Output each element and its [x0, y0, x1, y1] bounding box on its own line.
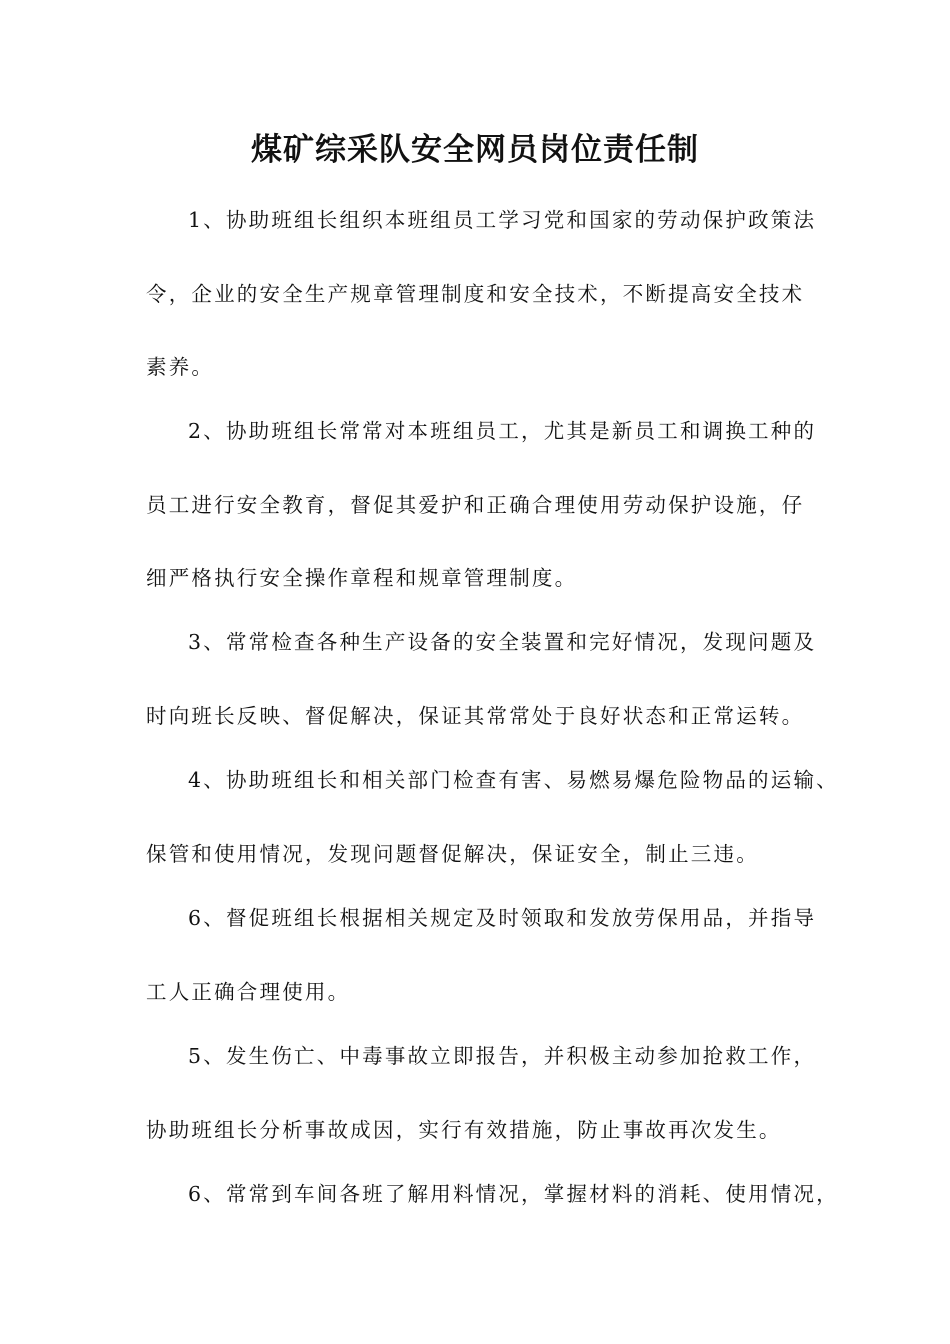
item-3-line-1: 3、常常检查各种生产设备的安全装置和完好情况，发现问题及 [188, 630, 817, 654]
item-1-line-3: 素养。 [146, 355, 215, 379]
item-3-line-2: 时向班长反映、督促解决，保证其常常处于良好状态和正常运转。 [146, 704, 805, 728]
item-2-line-3: 细严格执行安全操作章程和规章管理制度。 [146, 566, 578, 590]
item-6b-line-1: 6、常常到车间各班了解用料情况，掌握材料的消耗、使用情况， [188, 1182, 839, 1206]
item-6a-line-2: 工人正确合理使用。 [146, 980, 351, 1004]
item-2-line-2: 员工进行安全教育，督促其爱护和正确合理使用劳动保护设施，仔 [146, 493, 805, 517]
item-5-line-2: 协助班组长分析事故成因，实行有效措施，防止事故再次发生。 [146, 1118, 782, 1142]
document-title: 煤矿综采队安全网员岗位责任制 [251, 132, 699, 168]
item-6a-line-1: 6、督促班组长根据相关规定及时领取和发放劳保用品，并指导 [188, 906, 817, 930]
item-1-line-1: 1、协助班组长组织本班组员工学习党和国家的劳动保护政策法 [188, 208, 817, 232]
item-2-line-1: 2、协助班组长常常对本班组员工，尤其是新员工和调换工种的 [188, 419, 817, 443]
item-4-line-2: 保管和使用情况，发现问题督促解决，保证安全，制止三违。 [146, 842, 759, 866]
item-1-line-2: 令，企业的安全生产规章管理制度和安全技术，不断提高安全技术 [146, 282, 805, 306]
item-5-line-1: 5、发生伤亡、中毒事故立即报告，并积极主动参加抢救工作， [188, 1044, 817, 1068]
item-4-line-1: 4、协助班组长和相关部门检查有害、易燃易爆危险物品的运输、 [188, 768, 839, 792]
